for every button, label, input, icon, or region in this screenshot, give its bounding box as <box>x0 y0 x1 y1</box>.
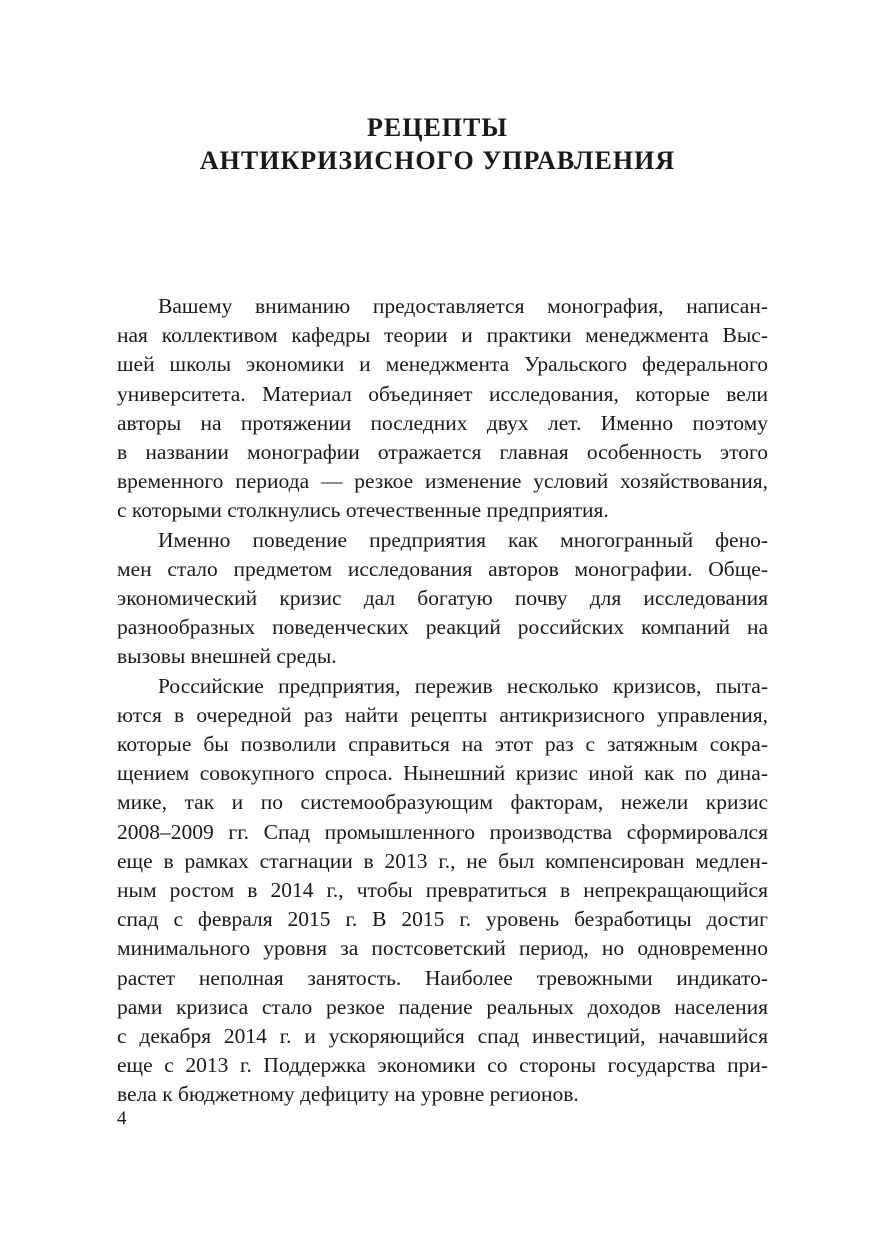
text-line: спад с февраля 2015 г. В 2015 г. уровень безработицы достиг <box>117 907 768 932</box>
text-line: с которыми столкнулись отечественные предприятия. <box>117 498 609 523</box>
text-line: с декабря 2014 г. и ускоряющийся спад инвестиций, начавшийся <box>117 1024 768 1049</box>
text-line: Российские предприятия, пережив несколько кризисов, пыта- <box>158 673 768 698</box>
text-line: которые бы позволили справиться на этот раз с затяжным сокра- <box>117 732 768 757</box>
text-line: экономический кризис дал богатую почву для исследования <box>117 586 768 611</box>
page-number: 4 <box>117 1108 127 1129</box>
text-line: авторы на протяжении последних двух лет. Именно поэтому <box>117 410 768 435</box>
paragraph-3 <box>117 672 768 1110</box>
text-line: университета. Материал объединяет исследования, которые вели <box>117 381 768 406</box>
text-line: разнообразных поведенческих реакций российских компаний на <box>117 615 768 640</box>
text-line: в названии монографии отражается главная особенность этого <box>117 440 768 465</box>
paragraph-1 <box>117 292 768 526</box>
text-line: ная коллективом кафедры теории и практики менеджмента Выс- <box>117 323 768 348</box>
text-line: щением совокупного спроса. Нынешний кризис иной как по дина- <box>117 761 768 786</box>
text-line: еще в рамках стагнации в 2013 г., не был компенсирован медлен- <box>117 848 768 873</box>
text-line: растет неполная занятость. Наиболее тревожными индикато- <box>117 965 768 990</box>
text-line: вела к бюджетному дефициту на уровне регионов. <box>117 1082 579 1107</box>
text-line: минимального уровня за постсоветский период, но одновременно <box>117 936 768 961</box>
text-line: мен стало предметом исследования авторов монографии. Обще- <box>117 556 768 581</box>
text-line: ным ростом в 2014 г., чтобы превратиться в непрекращающийся <box>117 878 768 903</box>
text-line: ются в очередной раз найти рецепты антикризисного управления, <box>117 702 768 727</box>
title-line-1: РЕЦЕПТЫ <box>367 113 508 142</box>
text-line: еще с 2013 г. Поддержка экономики со стороны государства при- <box>117 1053 768 1078</box>
body-text <box>117 292 768 1110</box>
text-line: рами кризиса стало резкое падение реальных доходов населения <box>117 994 768 1019</box>
text-line: вызовы внешней среды. <box>117 644 337 669</box>
page-title <box>0 111 875 177</box>
text-line: временного периода — резкое изменение условий хозяйствования, <box>117 469 768 494</box>
title-line-2: АНТИКРИЗИСНОГО УПРАВЛЕНИЯ <box>199 146 676 175</box>
text-line: мике, так и по системообразующим факторам, нежели кризис <box>117 790 768 815</box>
text-line: 2008–2009 гг. Спад промышленного производства сформировался <box>117 819 768 844</box>
text-line: шей школы экономики и менеджмента Уральского федерального <box>117 352 768 377</box>
paragraph-2 <box>117 526 768 672</box>
text-line: Именно поведение предприятия как многогранный фено- <box>158 527 768 552</box>
text-line: Вашему вниманию предоставляется монография, написан- <box>158 294 768 318</box>
